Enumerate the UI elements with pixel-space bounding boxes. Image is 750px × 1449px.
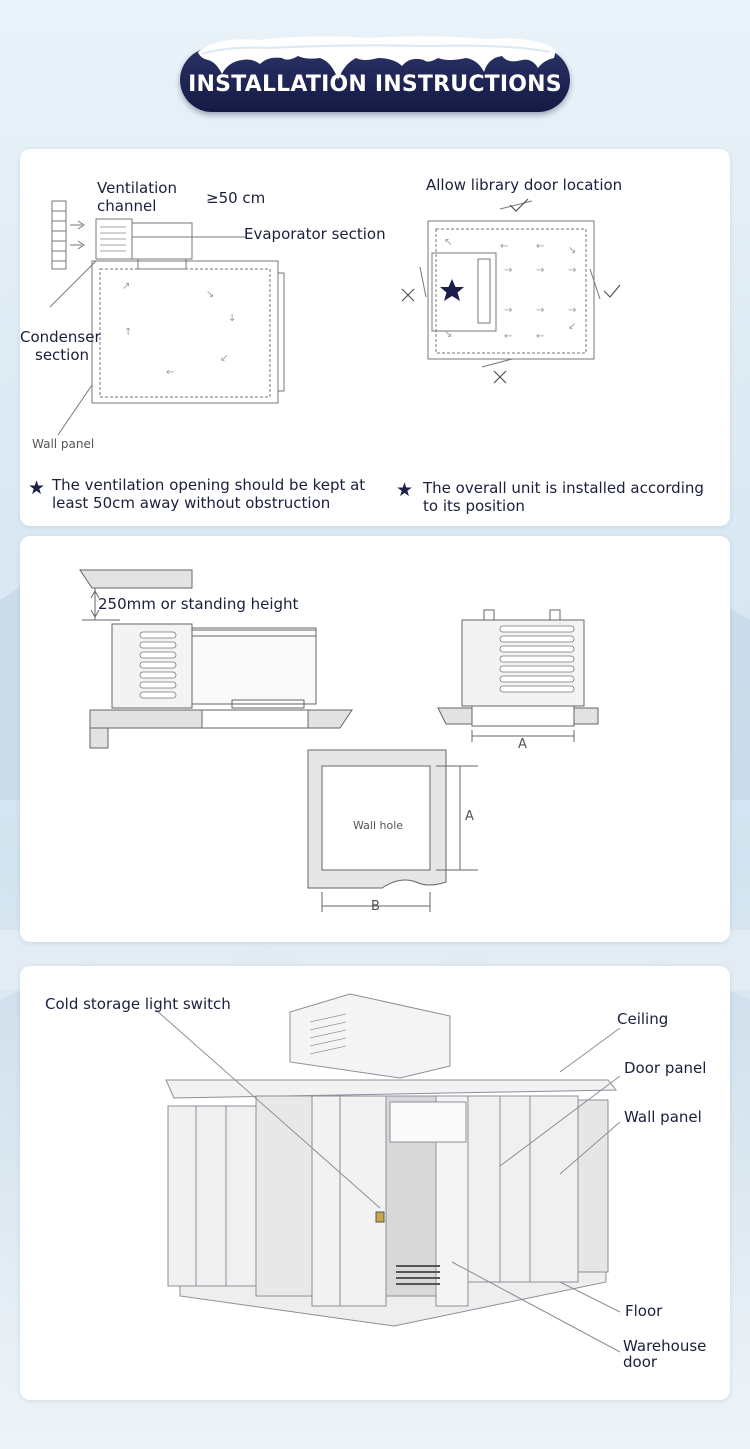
cold-storage-diagram — [20, 966, 730, 1400]
ventilation-card — [20, 149, 730, 526]
dimension-b: B — [371, 899, 380, 914]
light-switch-label: Cold storage light switch — [45, 995, 231, 1013]
svg-text:↘: ↘ — [206, 289, 215, 300]
svg-text:←: ← — [536, 331, 545, 342]
distance-label: ≥50 cm — [206, 189, 266, 207]
cold-storage-card — [20, 966, 730, 1400]
cross-icon — [494, 371, 506, 383]
dimensions-card — [20, 536, 730, 942]
cross-icon — [402, 289, 414, 301]
svg-text:↘: ↘ — [568, 245, 577, 256]
svg-text:→: → — [568, 265, 577, 276]
svg-text:→: → — [568, 305, 577, 316]
wall-panel-label: Wall panel — [32, 437, 95, 451]
dimension-a-front: A — [518, 737, 527, 752]
condenser-section-label-2: section — [35, 346, 90, 364]
wall-panel-label-3: Wall panel — [624, 1108, 702, 1126]
svg-text:←: ← — [504, 331, 513, 342]
svg-text:↗: ↗ — [122, 281, 131, 292]
svg-text:↙: ↙ — [220, 353, 229, 364]
svg-text:↖: ↖ — [444, 237, 453, 248]
svg-text:←: ← — [166, 367, 175, 378]
ceiling-label: Ceiling — [617, 1010, 669, 1028]
evaporator-section-label: Evaporator section — [244, 225, 386, 243]
svg-text:↓: ↓ — [228, 313, 237, 324]
door-location-title: Allow library door location — [426, 176, 623, 194]
note-ventilation: The ventilation opening should be kept at least 50cm away without obstruction — [52, 476, 366, 512]
svg-text:→: → — [504, 305, 513, 316]
warehouse-door-label: Warehouse — [623, 1337, 707, 1355]
door-panel-label: Door panel — [624, 1059, 707, 1077]
wall-hole-label: Wall hole — [353, 819, 404, 832]
standing-height-label: 250mm or standing height — [98, 595, 299, 613]
star-icon: ★ — [396, 479, 414, 501]
note-position: The overall unit is installed according to its position — [423, 479, 704, 515]
floor-label: Floor — [625, 1302, 663, 1320]
svg-text:←: ← — [536, 241, 545, 252]
condenser-section-label: Condenser — [20, 328, 101, 346]
svg-text:↙: ↙ — [568, 321, 577, 332]
light-switch — [376, 1212, 384, 1222]
warehouse-door-label-2: door — [623, 1353, 658, 1371]
star-icon: ★ — [28, 477, 46, 499]
check-icon — [510, 199, 528, 211]
svg-text:→: → — [536, 305, 545, 316]
title-banner — [180, 34, 570, 114]
dimension-a-side: A — [465, 809, 474, 824]
svg-text:←: ← — [500, 241, 509, 252]
check-icon — [604, 285, 620, 297]
svg-text:→: → — [536, 265, 545, 276]
ventilation-channel-label: Ventilation — [97, 179, 177, 197]
svg-text:→: → — [504, 265, 513, 276]
svg-text:↘: ↘ — [444, 329, 453, 340]
page-title: INSTALLATION INSTRUCTIONS — [188, 72, 562, 97]
star-icon — [440, 279, 464, 301]
ventilation-channel-label-2: channel — [97, 197, 157, 215]
svg-text:↑: ↑ — [124, 327, 133, 338]
